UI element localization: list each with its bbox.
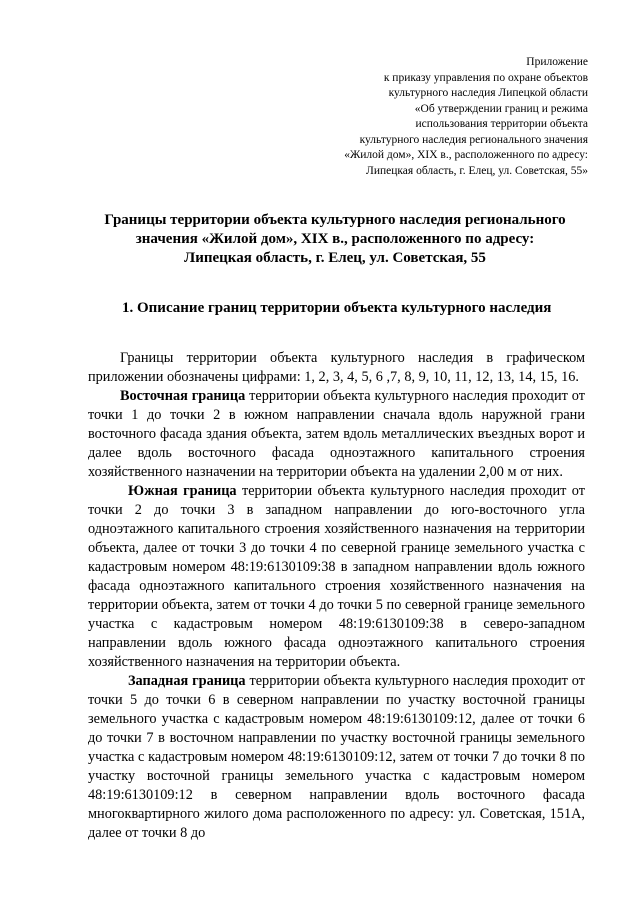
section-heading: 1. Описание границ территории объекта культурного наследия bbox=[122, 300, 552, 316]
document-body bbox=[88, 349, 585, 843]
intro-paragraph: Границы территории объекта культурного наследия в графическом приложении обозначены цифрами: 1, 2, 3, 4, 5, 6 ,7, 8, 9, 10, 11, 12, 13, 14, 15, 16. bbox=[88, 350, 585, 385]
appendix-line: к приказу управления по охране объектов bbox=[383, 71, 588, 84]
document-title bbox=[70, 211, 600, 268]
appendix-line: культурного наследия Липецкой области bbox=[388, 87, 588, 99]
south-boundary-label: Южная граница bbox=[128, 483, 237, 499]
west-boundary-label: Западная граница bbox=[128, 673, 246, 689]
appendix-line: культурного наследия регионального значения bbox=[359, 133, 588, 146]
appendix-line: Приложение bbox=[526, 56, 588, 68]
title-line: Границы территории объекта культурного наследия регионального bbox=[104, 212, 566, 228]
south-boundary-paragraph bbox=[88, 482, 585, 672]
appendix-header bbox=[344, 55, 588, 179]
appendix-line: использования территории объекта bbox=[415, 118, 588, 130]
east-boundary-text: территории объекта культурного наследия проходит от точки 1 до точки 2 в южном направлении сначала вдоль наружной грани восточного фасада здания объекта, затем вдоль металлических въездных ворот и далее вдоль восточного фасада одноэтажного капитального строения хозяйственного назначении на территории объекта на удалении 2,00 м от них. bbox=[88, 388, 585, 480]
west-boundary-paragraph bbox=[88, 672, 585, 843]
appendix-line: Липецкая область, г. Елец, ул. Советская, 55» bbox=[366, 164, 588, 177]
east-boundary-paragraph bbox=[88, 387, 585, 482]
east-boundary-label: Восточная граница bbox=[120, 388, 246, 404]
title-line: Липецкая область, г. Елец, ул. Советская, 55 bbox=[184, 250, 486, 266]
south-boundary-text: территории объекта культурного наследия проходит от точки 2 до точки 3 в западном направлении до юго-восточного угла одноэтажного капитального строения хозяйственного назначения на территории объекта, далее от точки 3 до точки 4 по северной границе земельного участка с кадастровым номером 48:19:6130109:38 в западном направлении вдоль южного фасада одноэтажного капитального строения хозяйственного назначения на территории объекта, затем от точки 4 до точки 5 по северной границе земельного участка с кадастровым номером 48:19:6130109:38 в северо-западном направлении вдоль южного фасада одноэтажного капитального строения хозяйственного назначения на территории объекта. bbox=[88, 483, 585, 670]
west-boundary-text: территории объекта культурного наследия проходит от точки 5 до точки 6 в северном направлении по участку восточной границы земельного участка с кадастровым номером 48:19:6130109:12, далее от точки 6 до точки 7 в восточном направлении по участку восточной границы земельного участка с кадастровым номером 48:19:6130109:12, затем от точки 7 до точки 8 по участку восточной границы земельного участка с кадастровым номером 48:19:6130109:12 в северном направлении вдоль восточного фасада многоквартирного жилого дома расположенного по адресу: ул. Советская, 151А, далее от точки 8 до bbox=[88, 673, 585, 841]
title-line: значения «Жилой дом», XIX в., расположенного по адресу: bbox=[135, 231, 535, 247]
appendix-line: «Об утверждении границ и режима bbox=[414, 102, 588, 115]
appendix-line: «Жилой дом», XIX в., расположенного по адресу: bbox=[344, 149, 588, 161]
